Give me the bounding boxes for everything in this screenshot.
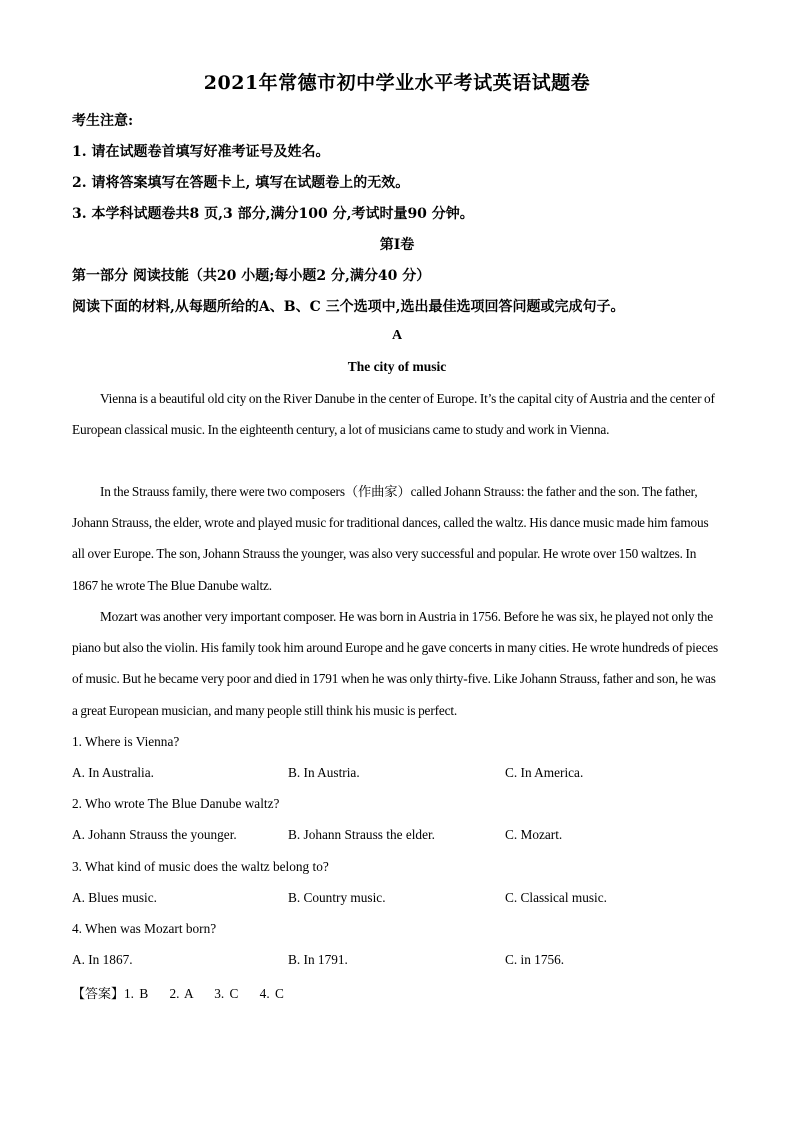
notice-item: 1. 请在试题卷首填写好准考证号及姓名。	[72, 144, 330, 160]
option-c: C. In America.	[505, 765, 584, 780]
page-title: 2021年常德市初中学业水平考试英语试题卷	[203, 72, 591, 94]
option-c: C. Classical music.	[505, 890, 607, 905]
passage-paragraph: Mozart was another very important composer. He was born in Austria in 1756. Before he was six, he played not only the piano but also the violin. His family took him around Europe and he gave concerts in many cities. He wrote hundreds of pieces of music. But he became very poor and died in 1791 when he was only thirty-five. Like Johann Strauss, father and son, he was a great European musician, and many people still think his music is perfect.	[72, 609, 719, 718]
option-a: A. In 1867.	[72, 952, 133, 967]
notice-item: 3. 本学科试题卷共8 页,3 部分,满分100 分,考试时量90 分钟。	[72, 206, 474, 222]
question-text: 1. Where is Vienna?	[72, 734, 180, 749]
passage-paragraph: Vienna is a beautiful old city on the River Danube in the center of Europe. It’s the capital city of Austria and the center of European classical music. In the eighteenth century, a lot of musicians came to study and work in Vienna.	[72, 391, 715, 438]
volume-heading: 第I卷	[379, 237, 415, 253]
part-instruction: 阅读下面的材料,从每题所给的A、B、C 三个选项中,选出最佳选项回答问题或完成句子。	[72, 299, 625, 315]
question-text: 4. When was Mozart born?	[72, 921, 217, 936]
answer-key	[72, 983, 284, 1002]
question-text: 3. What kind of music does the waltz belong to?	[72, 859, 329, 874]
option-a: A. Blues music.	[72, 890, 157, 905]
section-letter: A	[391, 328, 403, 343]
answer-label: 【答案】	[72, 987, 125, 1002]
option-c: C. in 1756.	[505, 952, 565, 967]
notice-heading: 考生注意:	[72, 113, 134, 129]
passage-title: The city of music	[347, 359, 447, 374]
part-title: 第一部分 阅读技能（共20 小题;每小题2 分,满分40 分）	[72, 268, 431, 284]
notice-item: 2. 请将答案填写在答题卡上, 填写在试题卷上的无效。	[72, 175, 410, 191]
option-b: B. In Austria.	[288, 765, 360, 780]
question-text: 2. Who wrote The Blue Danube waltz?	[72, 796, 280, 811]
answer-text: 1. B 2. A 3. C 4. C	[124, 986, 284, 1001]
passage-paragraph: In the Strauss family, there were two composers（作曲家）called Johann Strauss: the father and the son. The father, Johann Strauss, the elder, wrote and played music for traditional dances, called the waltz. His dance music made him famous all over Europe. The son, Johann Strauss the younger, was also very successful and popular. He wrote over 150 waltzes. In 1867 he wrote The Blue Danube waltz.	[72, 484, 709, 593]
option-c: C. Mozart.	[505, 827, 563, 842]
option-b: B. Country music.	[288, 890, 386, 905]
option-a: A. Johann Strauss the younger.	[72, 827, 237, 842]
option-b: B. In 1791.	[288, 952, 348, 967]
option-a: A. In Australia.	[72, 765, 154, 780]
option-b: B. Johann Strauss the elder.	[288, 827, 435, 842]
